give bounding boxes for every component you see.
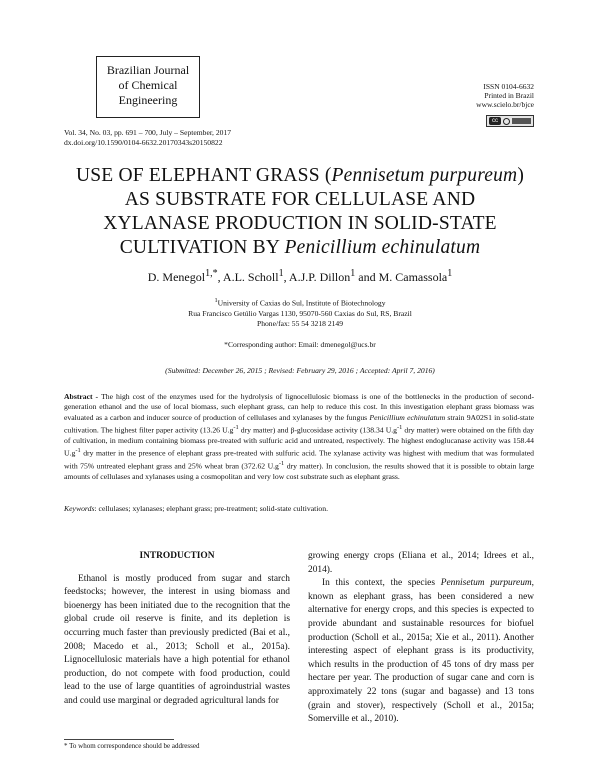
issn-line: ISSN 0104-6632	[483, 82, 534, 91]
journal-name-line: of Chemical	[118, 78, 178, 92]
column-right	[308, 550, 534, 727]
author-name: and M. Camassola	[355, 270, 448, 284]
keywords-label: Keywords	[64, 504, 95, 513]
publication-info	[64, 128, 231, 148]
volume-line: Vol. 34, No. 03, pp. 691 – 700, July – September, 2017	[64, 128, 232, 137]
affiliation-line-3: Phone/fax: 55 54 3218 2149	[256, 318, 344, 328]
issn-line: Printed in Brazil	[484, 91, 534, 100]
author-name: , A.L. Scholl	[217, 270, 279, 284]
journal-name-line: Engineering	[118, 93, 178, 107]
abstract: Abstract - The high cost of the enzymes used for the hydrolysis of lignocellulosic biomass is one of the bottlenecks in the production of second-generation ethanol and the use of local biomass, such elephant grass, can help to reduce this cost. In this investigation elephant grass biomass was evaluated as a carbon and inducer source of production of cellulases and xylanases by the fungus Penicillium echinulatum strain 9A02S1 in solid-state cultivation. The highest filter paper activity (13.26 $U.g^{-1}$ dry matter) and β-glucosidase activity (138.34 $U.g^{-1}$ dry matter) were obtained on the fifth day of cultivation, in medium containing biomass pre-treated with sulfuric acid and untreated, respectively. The highest endoglucanase activity was 158.44 $U.g^{-1}$ dry matter in the presence of elephant grass pre-treated with sulfuric acid. The xylanase activity was highest with medium that was formulated with 75% untreated elephant grass and 25% wheat bran (372.62 $U.g^{-1}$ dry matter). In conclusion, the results showed that it is possible to obtain large amounts of cellulases and xylanases using a cosmopolitan and very low cost substrate such as elephant grass.	[64, 392, 535, 481]
footnote: * To whom correspondence should be addressed	[64, 742, 200, 750]
journal-url-link[interactable]: www.scielo.br/bjce	[476, 100, 534, 109]
section-heading: INTRODUCTION	[139, 551, 215, 561]
issn-block	[476, 82, 534, 109]
journal-name-box	[96, 56, 200, 118]
author-sup: 1	[447, 268, 453, 279]
affiliation-line-2: Rua Francisco Getúlio Vargas 1130, 95070-560 Caxias do Sul, RS, Brazil	[188, 308, 412, 318]
author-list	[0, 268, 600, 285]
title-line-2: AS SUBSTRATE FOR CELLULASE AND	[124, 189, 476, 210]
author-sup: 1	[350, 268, 356, 279]
abstract-label: Abstract -	[64, 392, 102, 401]
author-sup: 1	[278, 268, 284, 279]
journal-name-line: Brazilian Journal	[106, 63, 190, 77]
title-line-3: XYLANASE PRODUCTION IN SOLID-STATE	[103, 213, 497, 234]
attribution-icon	[503, 118, 510, 125]
license-bar	[512, 118, 531, 124]
creative-commons-badge[interactable]	[486, 115, 534, 127]
author-name: , A.J.P. Dillon	[283, 270, 351, 284]
doi-link[interactable]: dx.doi.org/10.1590/0104-6632.20170343s20150822	[64, 138, 223, 147]
affiliation-line-1: $^1$University of Caxias do Sul, Institute of Biotechnology	[214, 297, 386, 308]
body-paragraph: In this context, the species Pennisetum purpureum, known as elephant grass, has been considered a new alternative for energy crops, and this species is expected to provide abundant and sustainable resources for biofuel production (Scholl et al., 2015a; Xie et al., 2011). Another interesting aspect of elephant grass is its productivity, which results in the production of 45 tons of dry mass per hectare per year. The production of sugar cane and corn is approximately 22 tons (sugar and bagasse) and 13 tons (grain and stover), respectively (Scholl et al., 2015a; Somerville et al., 2010).	[308, 578, 534, 725]
corresponding-author: *Corresponding author: Email: dmenegol@ucs.br	[224, 340, 376, 349]
submission-dates: (Submitted: December 26, 2015 ; Revised: February 29, 2016 ; Accepted: April 7, 2016)	[165, 366, 435, 375]
body-paragraph: Ethanol is mostly produced from sugar and starch feedstocks; however, the interest in using biomass and bioenergy has been initiated due to the recognition that the global crude oil reserve is finite, and its depletion is occurring much faster than previously predicted (Bai et al., 2008; Macedo et al., 2013; Scholl et al., 2015a). Lignocellulosic materials have a high potential for ethanol production, do not compete with food production, could lead to the use of large quantities of agroindustrial wastes and could use marginal or degraded agricultural lands for	[64, 573, 290, 706]
title-line-1: USE OF ELEPHANT GRASS (Pennisetum purpureum)	[75, 165, 525, 186]
affiliation	[0, 296, 600, 329]
body-paragraph: growing energy crops (Eliana et al., 2014; Idrees et al., 2014).	[308, 551, 534, 575]
title-line-4: CULTIVATION BY Penicillium echinulatum	[119, 237, 481, 258]
footnote-divider	[64, 739, 174, 740]
paper-title	[40, 164, 560, 260]
author-name: D. Menegol	[147, 270, 206, 284]
creative-commons-icon: cc	[489, 117, 501, 125]
keywords: Keywords: cellulases; xylanases; elephant grass; pre-treatment; solid-state cultivation.	[64, 504, 329, 513]
column-left	[64, 550, 290, 709]
author-sup: 1,*	[205, 268, 218, 279]
